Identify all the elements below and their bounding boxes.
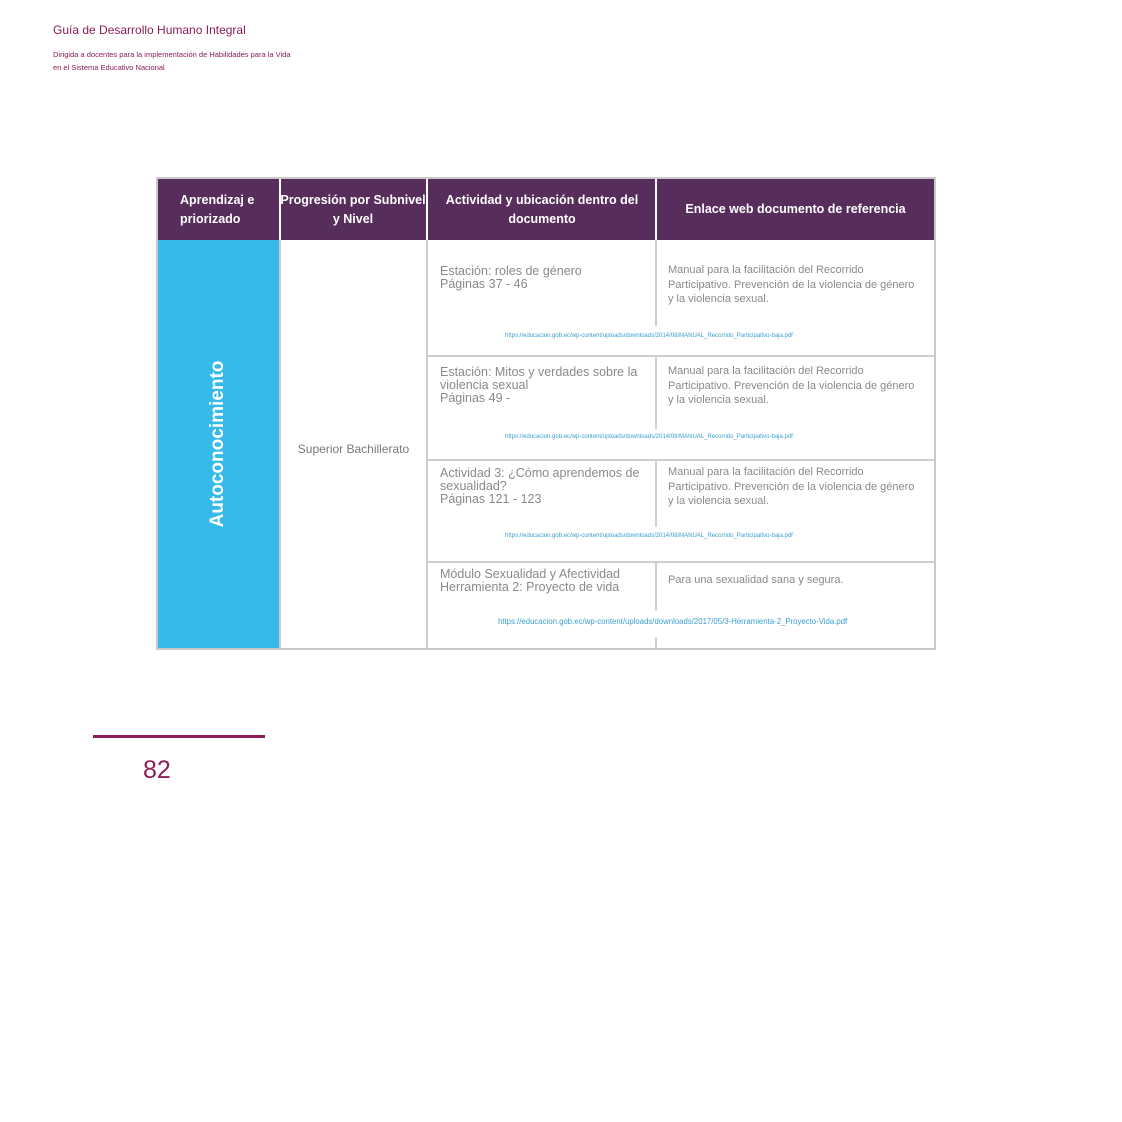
activity-pages: Páginas 121 - 123: [440, 492, 542, 506]
reference-link[interactable]: https://educacion.gob.ec/wp-content/uploads/downloads/2014/08/MANUAL_Recorrido_Participativo-baja.pdf: [505, 533, 793, 539]
table-row-reference: Manual para la facilitación del Recorrido Participativo. Prevención de la violencia de género y la violencia sexual.: [668, 466, 915, 507]
header-enlace: Enlace web documento de referencia: [685, 202, 906, 216]
table-row-reference: Manual para la facilitación del Recorrido Participativo. Prevención de la violencia de género y la violencia sexual.: [668, 264, 915, 305]
reference-link[interactable]: https://educacion.gob.ec/wp-content/uploads/downloads/2014/08/MANUAL_Recorrido_Participativo-baja.pdf: [505, 333, 793, 339]
category-cell: [158, 240, 279, 648]
table-row-reference: Manual para la facilitación del Recorrido Participativo. Prevención de la violencia de género y la violencia sexual.: [668, 365, 915, 406]
table-header: [158, 179, 934, 240]
level-cell: Superior Bachillerato: [297, 442, 410, 456]
header-actividad: Actividad y ubicación dentro del documento: [445, 192, 639, 226]
document-title: Guía de Desarrollo Humano Integral: [53, 23, 246, 37]
footer-rule: [93, 735, 265, 738]
activity-pages: Páginas 37 - 46: [440, 277, 528, 291]
reference-link[interactable]: https://educacion.gob.ec/wp-content/uploads/downloads/2014/08/MANUAL_Recorrido_Participativo-baja.pdf: [505, 434, 793, 440]
page-number: 82: [143, 756, 171, 784]
table-row-activity: [440, 265, 645, 291]
header-aprendizaje: Aprendizaj e priorizado: [180, 192, 255, 226]
table-row-activity: [440, 366, 645, 405]
activity-pages: Herramienta 2: Proyecto de vida: [440, 580, 620, 594]
table-row-reference: Para una sexualidad sana y segura.: [668, 574, 844, 586]
activity-title: Estación: Mitos y verdades sobre la violencia sexual: [440, 365, 638, 392]
activity-title: Estación: roles de género: [440, 264, 582, 278]
activity-pages: Páginas 49 -: [440, 391, 511, 405]
table-row-activity: [440, 568, 645, 594]
reference-link[interactable]: https://educacion.gob.ec/wp-content/uploads/downloads/2017/05/3-Herramienta-2_Proyecto-Vida.pdf: [498, 617, 848, 626]
table-row-activity: [440, 467, 645, 506]
activity-title: Actividad 3: ¿Cómo aprendemos de sexualidad?: [440, 466, 640, 493]
category-label: Autoconocimiento: [207, 360, 228, 528]
reference-table: [156, 177, 936, 650]
activity-title: Módulo Sexualidad y Afectividad: [440, 567, 620, 581]
document-subtitle: Dirigida a docentes para la implementación de Habilidades para la Vida en el Sistema Educativo Nacional: [53, 50, 291, 72]
header-progresion: Progresión por Subnivel y Nivel: [280, 192, 426, 226]
